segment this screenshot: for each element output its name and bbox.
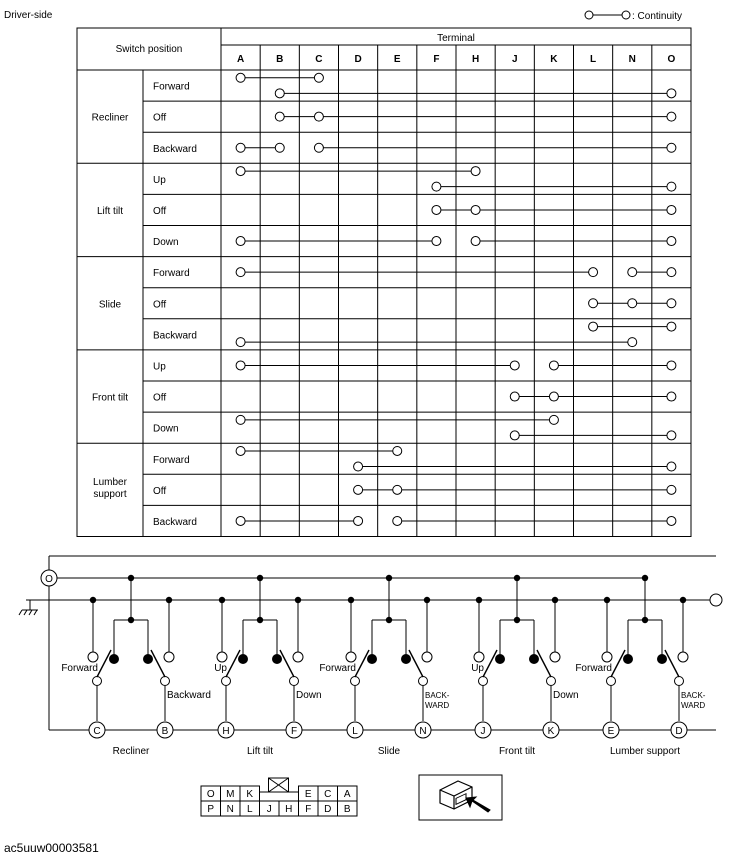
switch-arm-left [483,650,497,677]
continuity-node [549,361,558,370]
group-name: Recliner [91,112,129,124]
power-contact-right [143,654,153,664]
arm-pivot-right [419,677,428,686]
ground-contact-left [88,652,98,662]
power-contact-right [529,654,539,664]
switch-name-label: Front tilt [498,746,536,757]
switch-name-label: Lift tilt [246,746,274,757]
continuity-node [667,462,676,471]
position-label: Off [153,485,167,497]
power-contact-left [367,654,377,664]
switch-arm-left [355,650,369,677]
continuity-node [236,338,245,347]
power-contact-left [495,654,505,664]
continuity-node [393,446,402,455]
switch-terminal-right-label: N [419,726,427,737]
group-name-4-line-0: Lumber [93,476,127,488]
continuity-node [628,268,637,277]
connector-pin-label: B [343,804,351,815]
continuity-node [667,299,676,308]
switch-terminal-left-label: J [480,726,486,737]
connector-pin-label: L [246,804,253,815]
position-label: Off [153,299,167,311]
continuity-node [354,485,363,494]
ground-contact-right [678,652,688,662]
connector-pin-label: N [226,804,234,815]
switch-name-label: Recliner [112,746,150,757]
switch-terminal-right-label: K [547,726,555,737]
continuity-node [432,205,441,214]
continuity-node [393,516,402,525]
connector-pin-label: A [343,789,351,800]
switch-forward-label: Forward [61,663,98,674]
continuity-node [275,143,284,152]
switch-terminal-right-label: F [290,726,298,737]
position-label: Up [153,361,166,373]
ground-contact-right [422,652,432,662]
continuity-node [236,361,245,370]
switch-terminal-right-label: B [161,726,169,737]
switch-arm-right [151,650,165,677]
continuity-node [510,431,519,440]
terminal-label-k: K [550,54,558,65]
switch-backward-label: Backward [167,690,211,701]
switch-name-label: Lumber support [609,746,681,757]
power-contact-left [109,654,119,664]
power-contact-right [657,654,667,664]
continuity-node [510,392,519,401]
bus-right-terminal [710,594,722,606]
switch-backward-label-line: WARD [425,701,450,710]
connector-pin-label: F [305,804,312,815]
switch-terminal-left-label: E [607,726,615,737]
continuity-node [314,112,323,121]
ground-contact-right [293,652,303,662]
continuity-node [510,361,519,370]
terminal-label-f: F [433,54,440,65]
terminal-label-o: O [667,54,676,65]
continuity-node [667,182,676,191]
continuity-node [589,322,598,331]
continuity-node [667,205,676,214]
side-label: Driver-side [4,10,53,21]
ground-contact-left [474,652,484,662]
continuity-node [236,268,245,277]
continuity-node [236,143,245,152]
continuity-node [236,415,245,424]
arm-pivot-left [222,677,231,686]
connector-pin-label: M [226,789,235,800]
ground-hatch [34,610,37,615]
ground-contact-right [550,652,560,662]
switch-terminal-right-label: D [675,726,683,737]
switch-forward-label: Up [214,663,227,674]
arm-pivot-left [351,677,360,686]
terminal-label-c: C [315,54,323,65]
continuity-node [628,299,637,308]
connector-pin-label: E [304,789,312,800]
position-label: Backward [153,143,197,155]
terminal-label-h: H [471,54,480,65]
position-label: Backward [153,330,197,342]
continuity-node [667,516,676,525]
switch-backward-label-line: WARD [681,701,706,710]
position-label: Forward [153,268,190,280]
connector-pin-label: C [324,789,332,800]
terminal-label-b: B [276,54,284,65]
power-contact-left [623,654,633,664]
continuity-node [667,361,676,370]
continuity-node [628,338,637,347]
switch-arm-left [97,650,111,677]
continuity-node [549,392,558,401]
switch-arm-right [409,650,423,677]
position-label: Off [153,112,167,124]
position-label: Up [153,174,166,186]
continuity-node [432,237,441,246]
group-name: Lift tilt [96,205,124,217]
group-name: Front tilt [91,392,129,404]
continuity-node [236,167,245,176]
continuity-node [314,143,323,152]
switch-arm-left [226,650,240,677]
power-contact-right [401,654,411,664]
arm-pivot-right [290,677,299,686]
connector-pin-label: O [206,789,215,800]
arm-pivot-right [675,677,684,686]
legend-circle-left [585,11,593,19]
switch-name-label: Slide [377,746,401,757]
switch-terminal-left-label: H [222,726,230,737]
switch-backward-label-line: BACK- [425,691,450,700]
terminal-label-e: E [393,54,401,65]
connector-pin-label: K [246,789,254,800]
switch-arm-right [280,650,294,677]
ground-hatch [19,610,22,615]
connector-pin-label: H [285,804,293,815]
continuity-node [354,516,363,525]
switch-backward-label: Down [553,690,579,701]
legend-label: : Continuity [632,11,683,22]
continuity-node [667,237,676,246]
continuity-node [275,89,284,98]
arm-pivot-right [161,677,170,686]
continuity-node [667,112,676,121]
continuity-node [667,89,676,98]
arm-pivot-left [479,677,488,686]
switch-backward-label: Down [296,690,322,701]
position-label: Forward [153,454,190,466]
terminal-label-a: A [236,54,245,65]
switch-forward-label: Up [471,663,484,674]
continuity-node [667,143,676,152]
power-contact-left [238,654,248,664]
ground-contact-left [602,652,612,662]
arm-pivot-right [547,677,556,686]
continuity-node [471,237,480,246]
continuity-node [589,299,598,308]
continuity-node [236,446,245,455]
switch-forward-label: Forward [575,663,612,674]
continuity-node [354,462,363,471]
terminal-label-d: D [354,54,362,65]
group-name: Slide [98,299,122,311]
image-code: ac5uuw00003581 [4,841,99,855]
continuity-node [667,268,676,277]
position-label: Down [153,237,179,249]
terminal-label-j: J [511,54,518,65]
continuity-node [236,516,245,525]
terminal-header: Terminal [437,33,475,44]
continuity-node [589,268,598,277]
ground-contact-left [217,652,227,662]
position-label: Backward [153,516,197,528]
continuity-node [393,485,402,494]
group-name-4-line-1: support [93,488,127,500]
position-label: Off [153,205,167,217]
ground-contact-right [164,652,174,662]
connector-pin-label: D [324,804,332,815]
continuity-node [667,485,676,494]
terminal-label-n: N [628,54,636,65]
terminal-label-l: L [590,54,597,65]
switch-backward-label-line: BACK- [681,691,706,700]
connector-pin-label: P [207,804,215,815]
continuity-node [275,112,284,121]
continuity-node [432,182,441,191]
switch-terminal-left-label: L [352,726,358,737]
switch-terminal-left-label: C [93,726,101,737]
connector-pin-label: J [266,804,272,815]
continuity-node [667,322,676,331]
continuity-node [549,415,558,424]
legend-circle-right [622,11,630,19]
continuity-node [667,392,676,401]
continuity-node [236,237,245,246]
continuity-node [471,167,480,176]
ground-contact-left [346,652,356,662]
position-label: Forward [153,81,190,93]
switch-position-header: Switch position [115,44,183,55]
arm-pivot-left [93,677,102,686]
position-label: Down [153,423,179,435]
switch-arm-left [611,650,625,677]
switch-arm-right [665,650,679,677]
arm-pivot-left [607,677,616,686]
continuity-node [314,73,323,82]
ground-hatch [24,610,27,615]
common-terminal-label: O [45,574,53,585]
continuity-node [236,73,245,82]
switch-forward-label: Forward [319,663,356,674]
ground-hatch [29,610,32,615]
continuity-node [471,205,480,214]
switch-arm-right [537,650,551,677]
position-label: Off [153,392,167,404]
power-contact-right [272,654,282,664]
continuity-node [667,431,676,440]
